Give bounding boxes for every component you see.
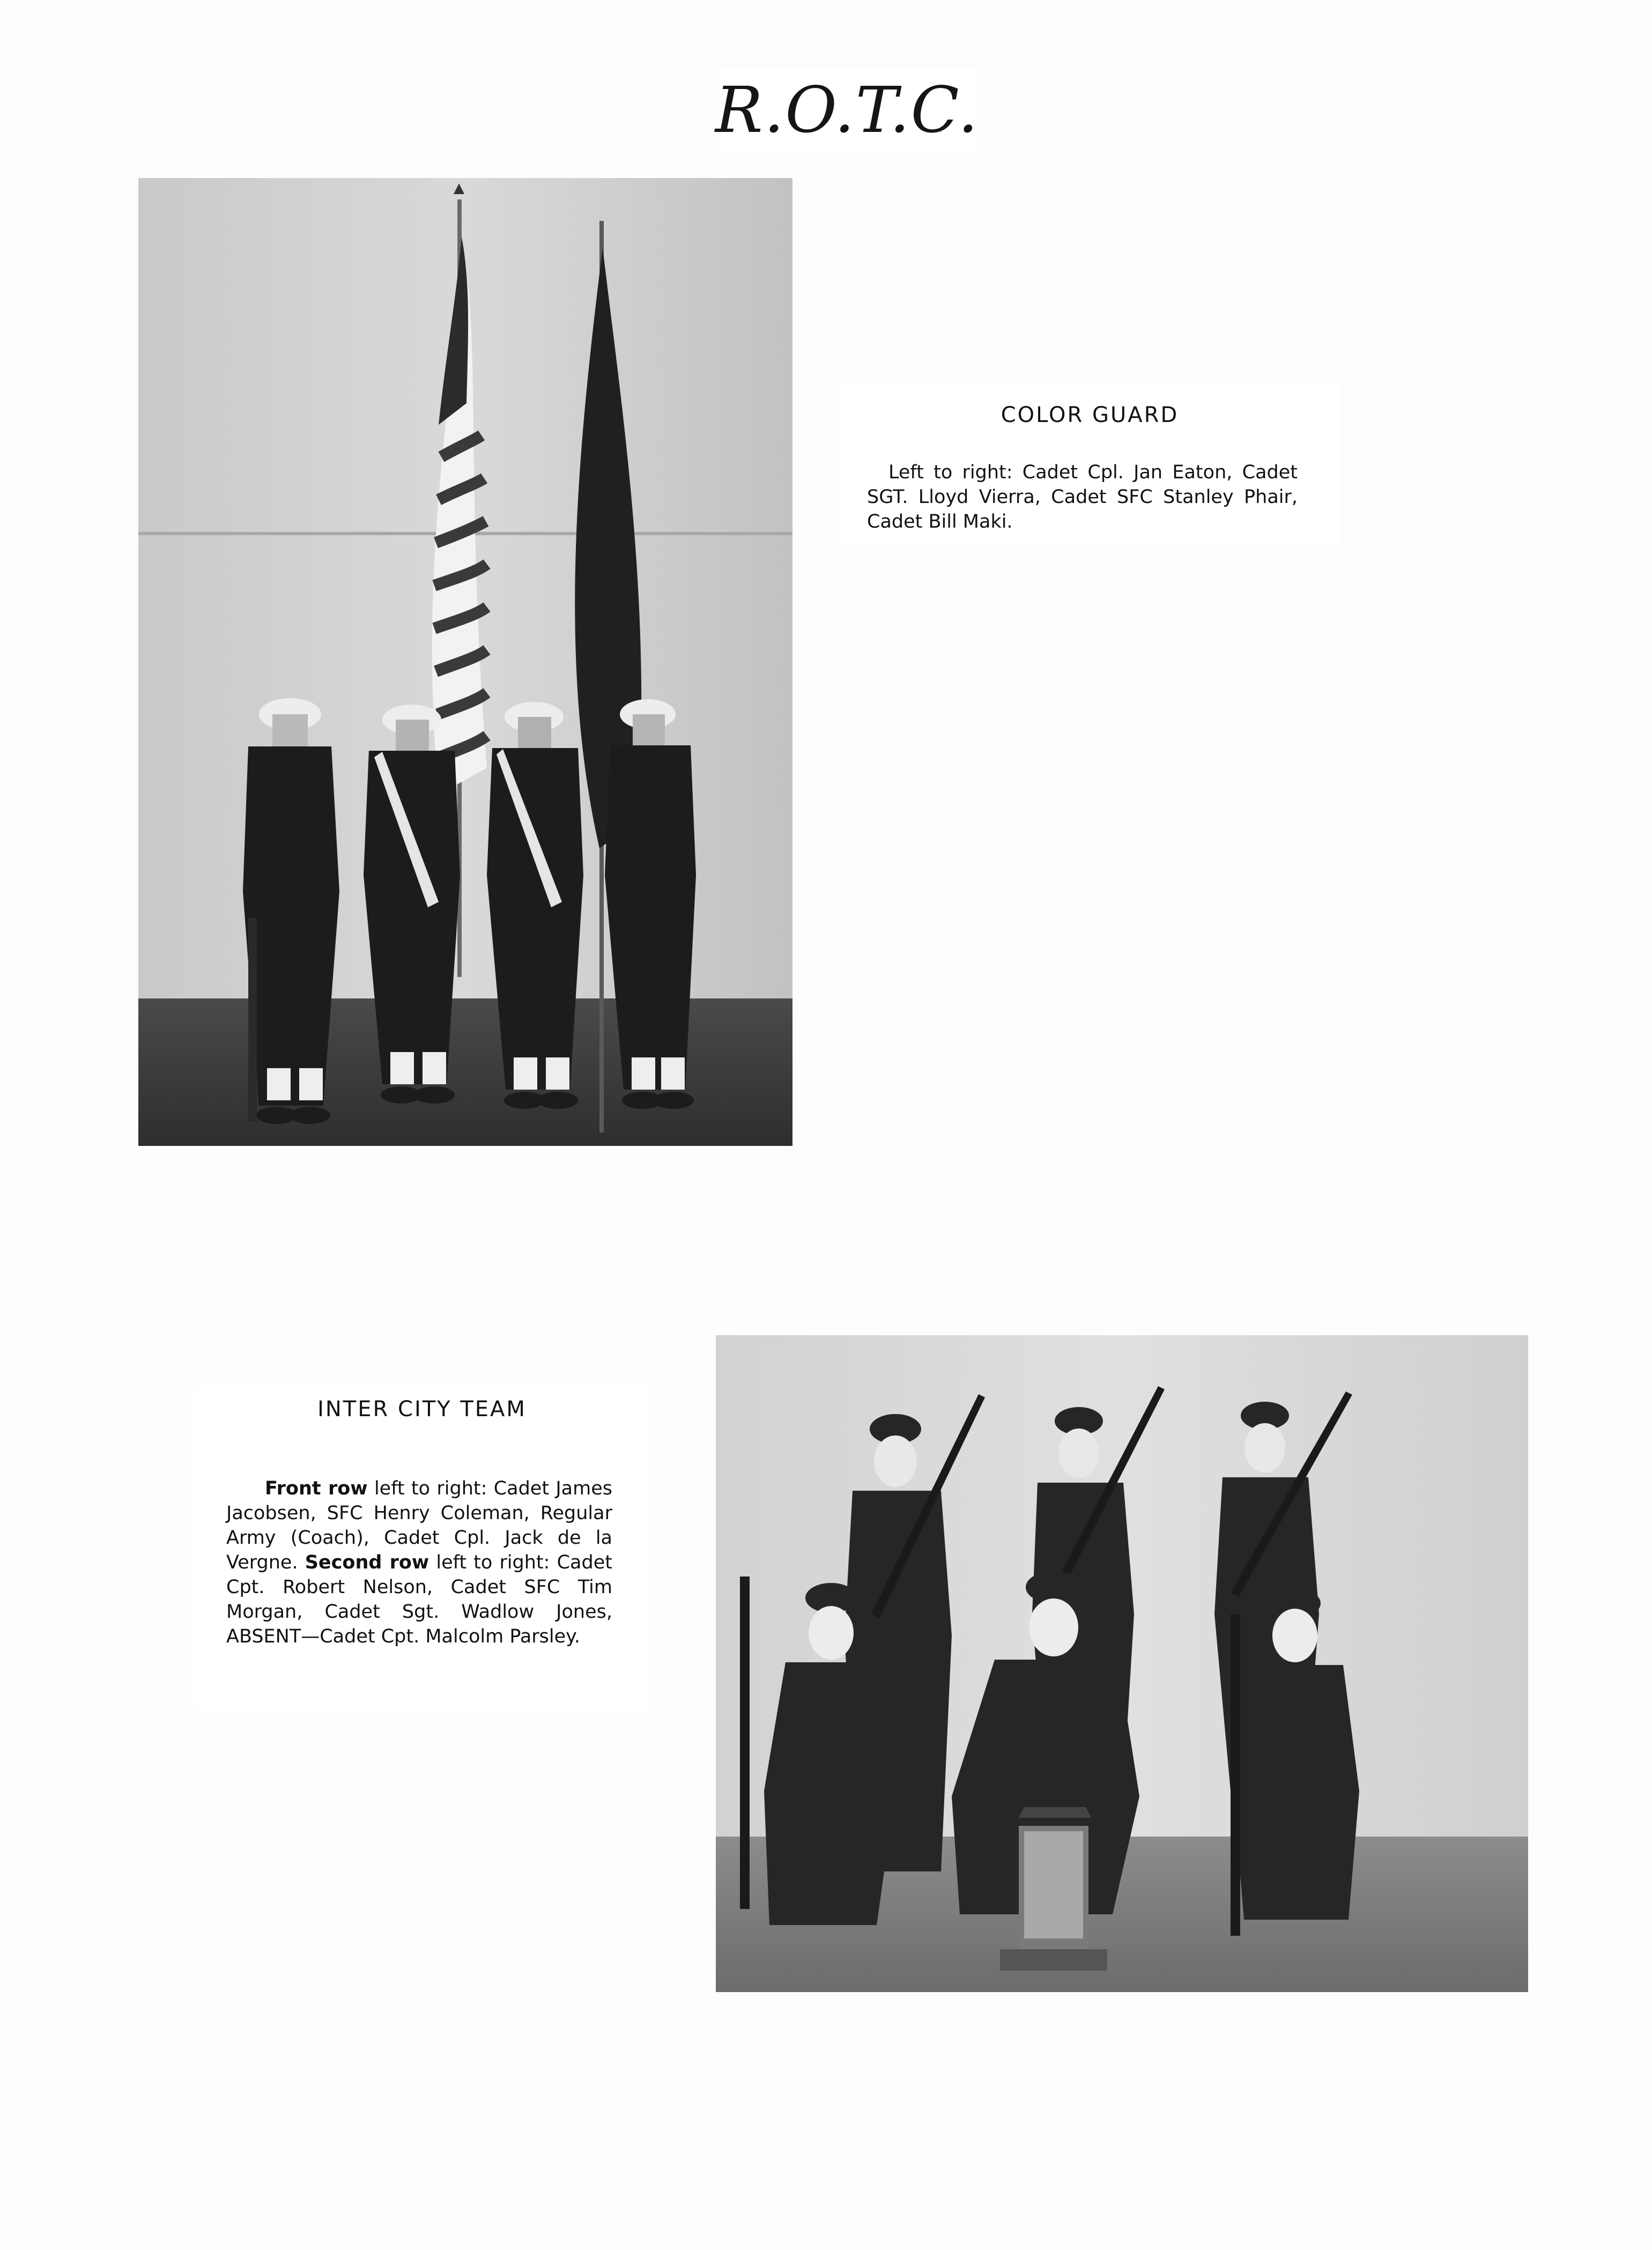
front-row-label: Front row xyxy=(265,1478,368,1499)
color-guard-caption-box xyxy=(839,383,1340,544)
inter-city-team-caption xyxy=(226,1476,612,1649)
inter-city-team-photo-image xyxy=(716,1335,1528,1992)
page-title: R.O.T.C. xyxy=(718,67,976,153)
inter-city-team-caption-box xyxy=(194,1386,650,1711)
color-guard-caption: Left to right: Cadet Cpl. Jan Eaton, Cadet SGT. Lloyd Vierra, Cadet SFC Stanley Phair, Cadet Bill Maki. xyxy=(867,462,1298,532)
second-row-text: left to right: Cadet Cpt. Robert Nelson, Cadet SFC Tim Morgan, Cadet Sgt. Wadlow Jones, ABSENT—Cadet Cpt. Malcolm Parsley. xyxy=(226,1552,612,1647)
color-guard-photo xyxy=(138,178,792,1146)
color-guard-heading: COLOR GUARD xyxy=(1001,403,1179,427)
inter-city-team-heading: INTER CITY TEAM xyxy=(317,1397,527,1422)
front-row-text: left to right: Cadet James Jacobsen, SFC Henry Coleman, Regular Army (Coach), Cadet Cpl. Jack de la Vergne. xyxy=(226,1478,612,1573)
inter-city-team-photo xyxy=(716,1335,1528,1992)
second-row-label: Second row xyxy=(305,1552,429,1573)
color-guard-photo-image xyxy=(138,178,792,1146)
